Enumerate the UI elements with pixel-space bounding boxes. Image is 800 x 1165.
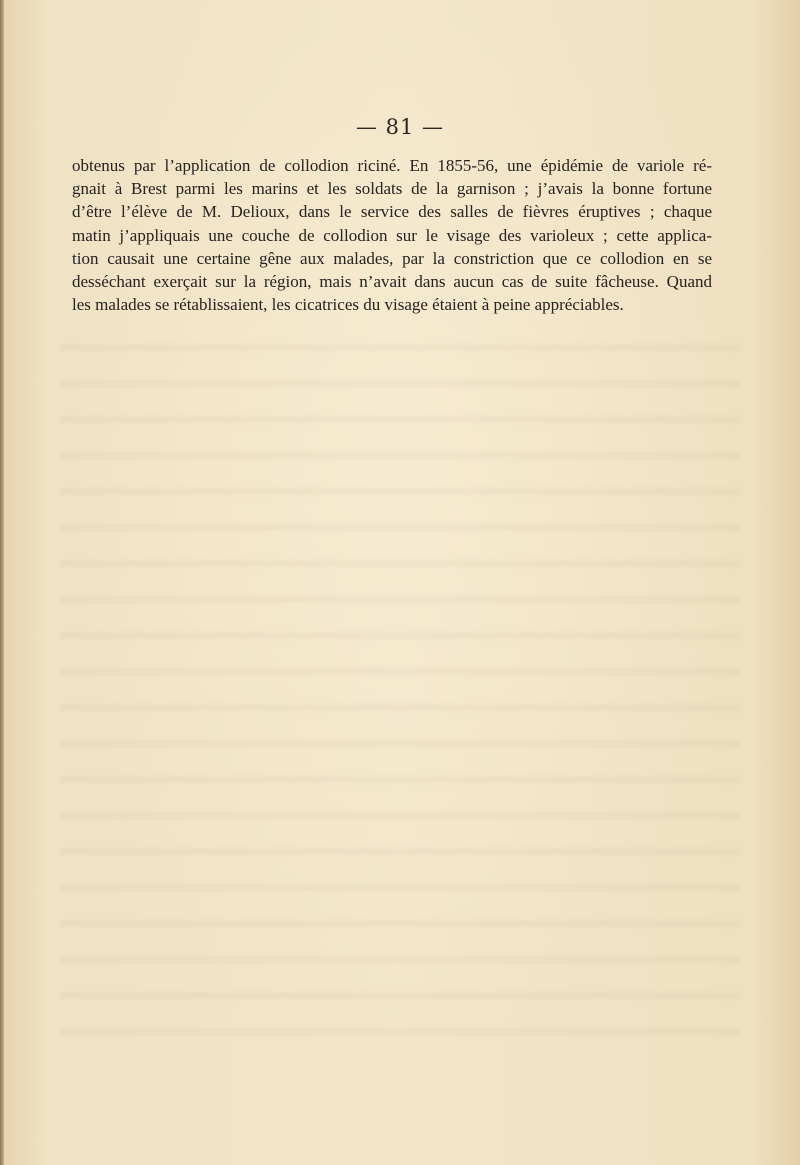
text-line: desséchant exerçait sur la région, mais n’avait dans aucun cas de suite fâcheuse. Quand — [72, 271, 712, 291]
text-line: gnait à Brest parmi les marins et les soldats de la garnison ; j’avais la bonne fortune — [72, 179, 712, 199]
text-line: d’être l’élève de M. Delioux, dans le service des salles de fièvres éruptives ; chaque — [72, 202, 712, 222]
page-binding-edge — [0, 0, 4, 1165]
text-line: obtenus par l’application de collodion riciné. En 1855-56, une épidémie de variole ré- — [72, 156, 712, 175]
page-number: — 81 — — [355, 115, 445, 139]
text-line-last: les malades se rétablissaient, les cicatrices du visage étaient à peine appréciables. — [72, 295, 624, 315]
body-paragraph — [72, 154, 712, 316]
text-line: tion causait une certaine gêne aux malades, par la constriction que ce collodion en se — [72, 248, 712, 268]
show-through-texture — [60, 330, 740, 1050]
text-line: matin j’appliquais une couche de collodion sur le visage des varioleux ; cette applica- — [72, 225, 712, 245]
